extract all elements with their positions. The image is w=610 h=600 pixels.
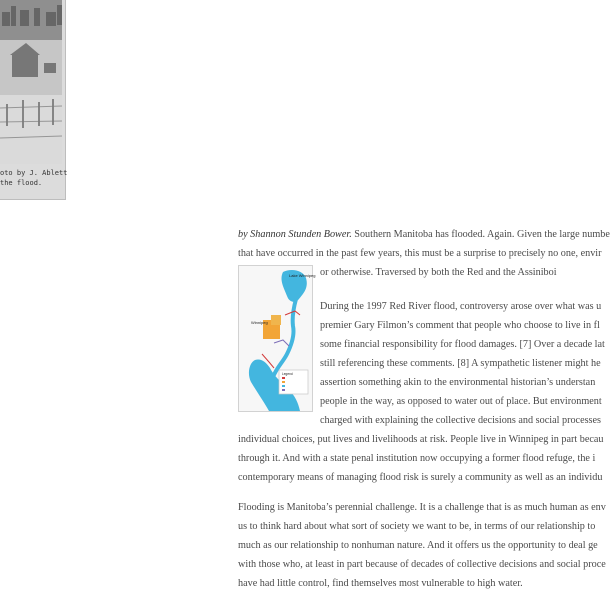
article-line: people in the way, as opposed to water out of place. But environment	[320, 396, 602, 407]
article-line	[238, 226, 610, 244]
article-line: or otherwise. Traversed by both the Red and the Assiniboi	[320, 267, 557, 278]
flood-photo-caption	[0, 168, 68, 188]
map-label-lake: Lake Winnipeg	[289, 273, 316, 278]
article-line: that have occurred in the past few years, this must be a surprise to precisely no one, envir	[238, 248, 602, 259]
article-line: with those who, at least in part because of decades of collective decisions and social proce	[238, 559, 606, 570]
article-line: still referencing these comments. [8] A sympathetic listener might he	[320, 358, 601, 369]
red-river-map	[238, 265, 316, 412]
author-byline: by Shannon Stunden Bower.	[238, 229, 352, 240]
photo-caption-line: oto by J. Ablett	[0, 169, 68, 177]
flood-photo	[0, 0, 66, 200]
flood-photo-image	[0, 0, 62, 164]
article-line: assertion something akin to the environmental historian’s understan	[320, 377, 596, 388]
photo-caption-line: the flood.	[0, 179, 43, 187]
paragraph-1-line-1-rest: Southern Manitoba has flooded. Again. Given the large numbe	[351, 229, 610, 240]
article-line: During the 1997 Red River flood, controversy arose over what was u	[320, 301, 602, 312]
article-line: charged with explaining the collective decisions and social processes	[320, 415, 602, 426]
red-river-map-image	[239, 266, 316, 411]
article-body	[238, 226, 610, 600]
article-line: much as our relationship to nonhuman nature. And it offers us the opportunity to deal ge	[238, 540, 598, 551]
article-line: Flooding is Manitoba’s perennial challenge. It is a challenge that is as much human as env	[238, 502, 606, 513]
article-line: have had little control, find themselves most vulnerable to high water.	[238, 578, 523, 589]
flood-photo-scene	[0, 0, 62, 164]
article-line: us to think hard about what sort of society we want to be, in terms of our relationship to	[238, 521, 596, 532]
article-line: individual choices, put lives and livelihoods at risk. People live in Winnipeg in part becau	[238, 434, 604, 445]
map-legend-title: Legend	[282, 372, 293, 376]
article-line: through it. And with a state penal institution now occupying a former flood refuge, the i	[238, 453, 596, 464]
article-line: some financial responsibility for flood damages. [7] Over a decade lat	[320, 339, 605, 350]
map-label-city: Winnipeg	[251, 320, 268, 325]
article-line: contemporary means of managing flood risk is surely a community as well as an individu	[238, 472, 603, 483]
article-line: premier Gary Filmon’s comment that people who choose to live in fl	[320, 320, 600, 331]
